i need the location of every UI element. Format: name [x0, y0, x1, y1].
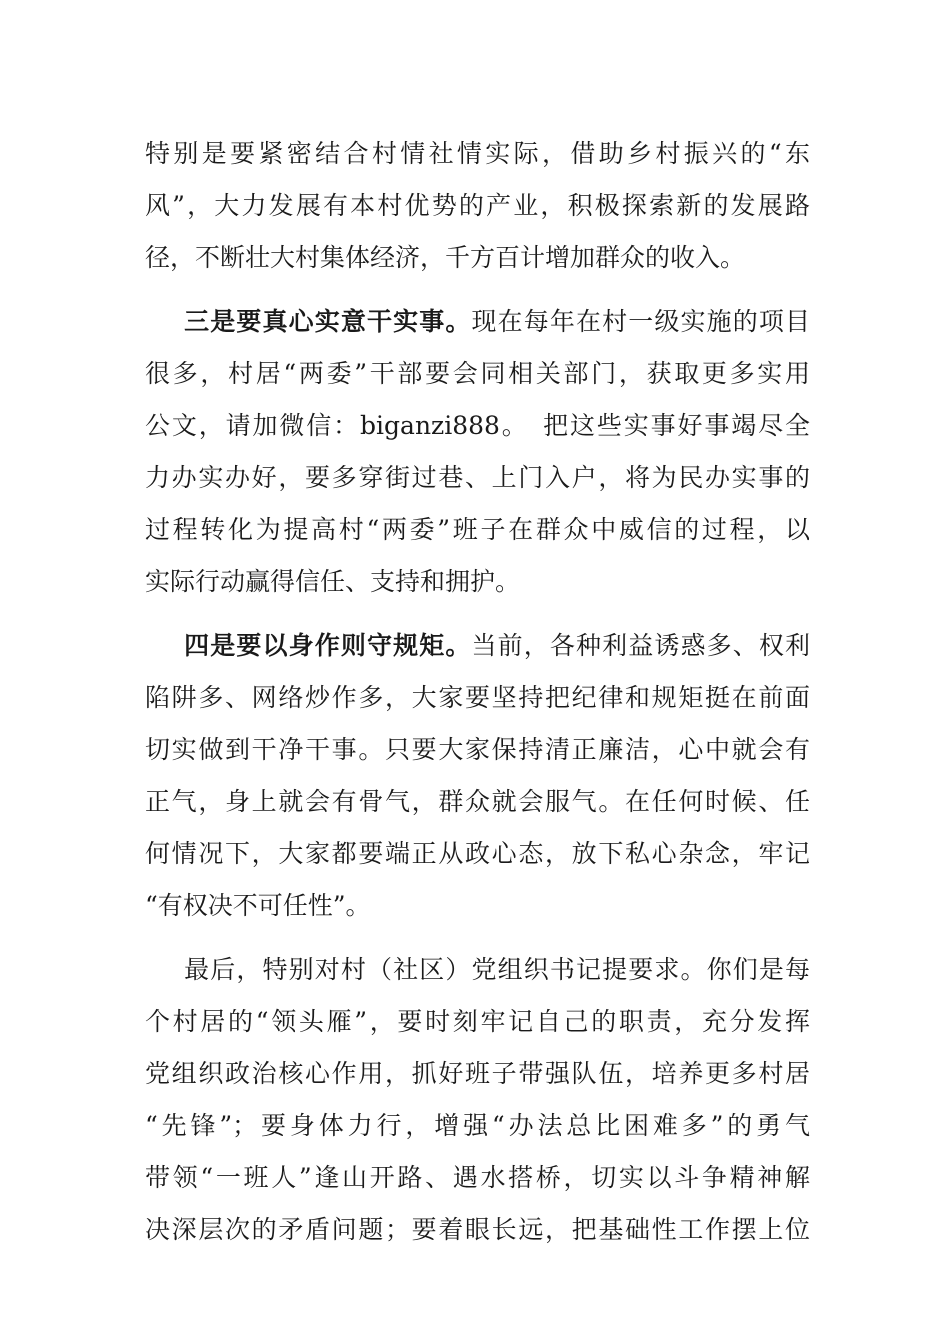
paragraph-line: “有权决不可任性”。: [145, 891, 371, 920]
paragraph-first-line: [145, 620, 810, 672]
paragraph-first-line: [145, 296, 810, 348]
paragraph-line: 决深层次的矛盾问题；要着眼长远，把基础性工作摆上位: [145, 1215, 810, 1244]
paragraph-line-rest: 最后，特别对村（社区）党组织书记提要求。你们是每: [183, 955, 810, 984]
paragraph-line: 党组织政治核心作用，抓好班子带强队伍，培养更多村居: [145, 1059, 810, 1088]
paragraph-2: [145, 296, 810, 608]
paragraph-3: [145, 620, 810, 932]
paragraph-line: 切实做到干净干事。只要大家保持清正廉洁，心中就会有: [145, 735, 810, 764]
paragraph-line-rest: 当前，各种利益诱惑多、权利: [471, 631, 810, 660]
document-body: [145, 128, 810, 1256]
paragraph-line: 正气，身上就会有骨气，群众就会服气。在任何时候、任: [145, 787, 810, 816]
paragraph-heading: 三是要真心实意干实事。: [183, 307, 472, 336]
paragraph-first-line: [145, 944, 810, 996]
paragraph-heading: 四是要以身作则守规矩。: [183, 631, 472, 660]
paragraph-line: 公文，请加微信：biganzi888。 把这些实事好事竭尽全: [145, 411, 810, 440]
paragraph-1: [145, 128, 810, 284]
paragraph-line: 径，不断壮大村集体经济，千方百计增加群众的收入。: [145, 243, 746, 272]
paragraph-line: 实际行动赢得信任、支持和拥护。: [145, 567, 521, 596]
paragraph-line: 过程转化为提高村“两委”班子在群众中威信的过程，以: [145, 515, 810, 544]
paragraph-line: “先锋”；要身体力行，增强“办法总比困难多”的勇气: [145, 1111, 810, 1140]
paragraph-line: 力办实办好，要多穿街过巷、上门入户，将为民办实事的: [145, 463, 810, 492]
paragraph-line: 带领“一班人”逢山开路、遇水搭桥，切实以斗争精神解: [145, 1163, 810, 1192]
paragraph-line: 陷阱多、网络炒作多，大家要坚持把纪律和规矩挺在前面: [145, 683, 810, 712]
paragraph-line: 风”，大力发展有本村优势的产业，积极探索新的发展路: [145, 191, 810, 220]
paragraph-line: 个村居的“领头雁”，要时刻牢记自己的职责，充分发挥: [145, 1007, 810, 1036]
paragraph-4: [145, 944, 810, 1256]
paragraph-line: 特别是要紧密结合村情社情实际，借助乡村振兴的“东: [145, 139, 810, 168]
paragraph-line: 很多，村居“两委”干部要会同相关部门，获取更多实用: [145, 359, 810, 388]
paragraph-line-rest: 现在每年在村一级实施的项目: [471, 307, 810, 336]
paragraph-line: 何情况下，大家都要端正从政心态，放下私心杂念，牢记: [145, 839, 810, 868]
